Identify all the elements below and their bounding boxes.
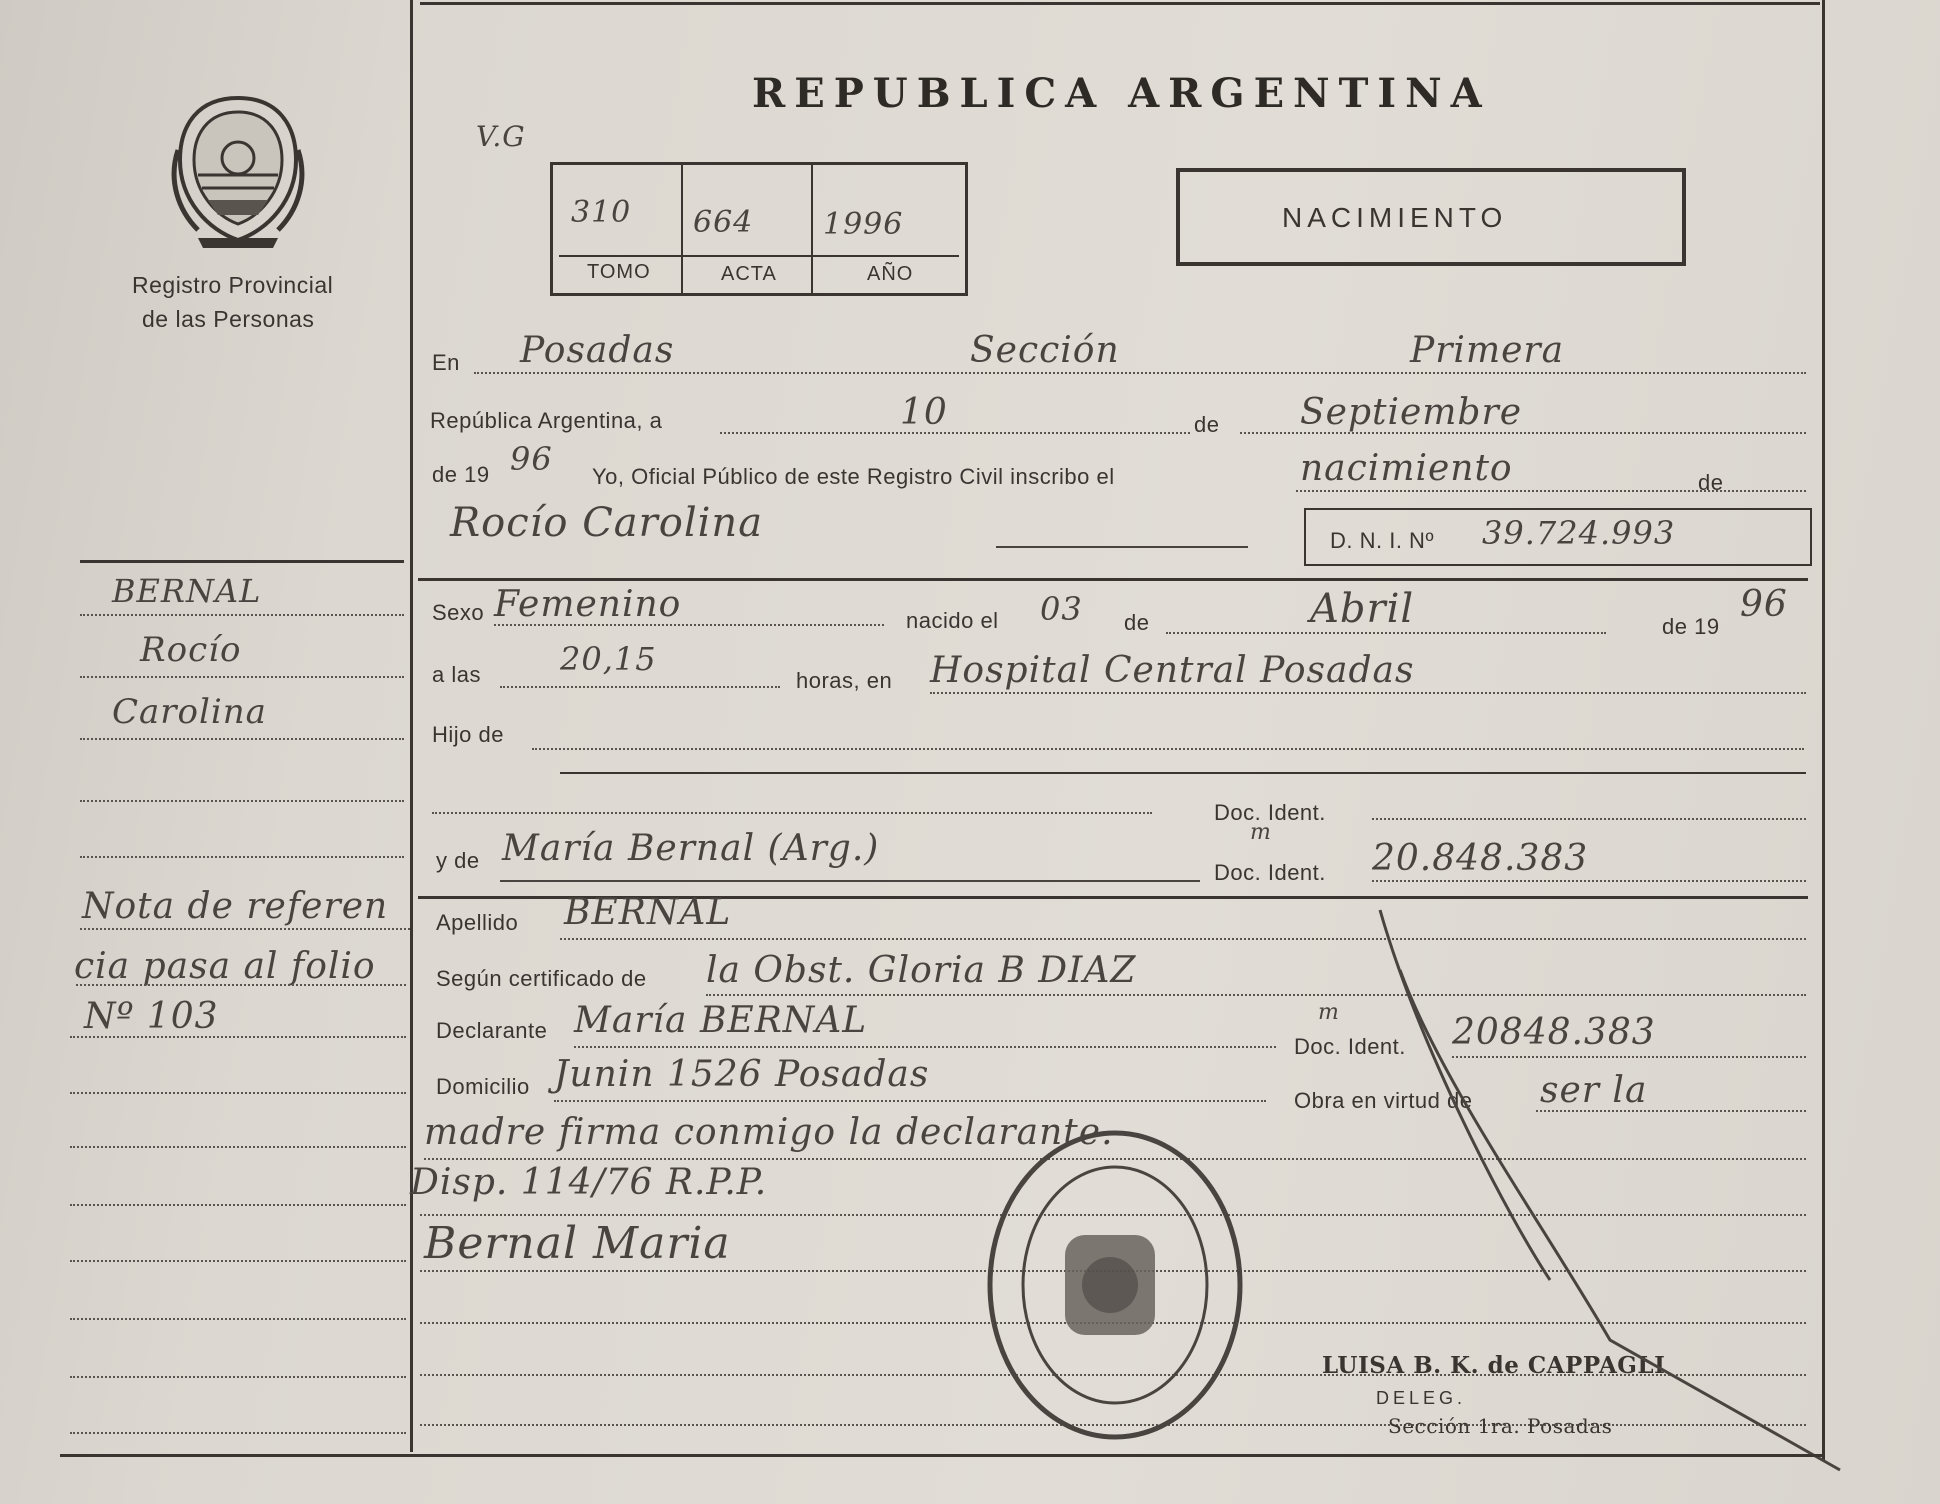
month-value: Septiembre [1300,392,1522,433]
birth-day-value: 03 [1040,590,1083,628]
margin-given-1: Rocío [140,630,242,670]
hijo-label: Hijo de [432,722,504,747]
child-name: Rocío Carolina [450,500,764,546]
margin-line-2 [80,676,404,678]
year-prefix: de 19 [432,462,490,487]
margin-line-8 [70,1036,406,1038]
day-value: 10 [900,392,948,433]
mother-doc-label: Doc. Ident. [1214,860,1326,885]
registry-name-line1: Registro Provincial [132,272,334,298]
margin-line-10 [70,1146,406,1148]
en-label: En [432,350,460,375]
mother-underline [500,880,1200,882]
segun-label: Según certificado de [436,966,647,991]
section-value: Primera [1410,330,1565,371]
note-line-2: Disp. 114/76 R.P.P. [410,1162,768,1203]
provincial-crest-icon [168,90,308,250]
margin-line-12 [70,1260,406,1262]
margin-surname: BERNAL [112,572,262,610]
obra-label: Obra en virtud de [1294,1088,1473,1113]
clerk-initials: V.G [476,120,526,153]
anio-label: AÑO [867,263,914,285]
margin-ref-line-1: Nota de referen [82,886,389,927]
anio-value: 1996 [823,207,904,242]
oficial-label: Yo, Oficial Público de este Registro Civil inscribo el [592,464,1115,489]
document-title: REPUBLICA ARGENTINA [752,70,1491,117]
dni-label: D. N. I. Nº [1330,528,1434,553]
birth-year-suffix: 96 [1740,584,1788,625]
line-mother-doc [1372,880,1806,882]
top-border [420,2,1820,5]
cancel-stroke-icon [1360,900,1860,1480]
place-value: Hospital Central Posadas [930,650,1415,691]
domicilio-label: Domicilio [436,1074,530,1099]
birth-month-value: Abril [1310,586,1415,632]
y-de-label: y de [436,848,480,873]
de-label: de [1194,412,1220,437]
declarant-signature: Bernal Maria [424,1218,731,1269]
tomo-value: 310 [571,195,632,230]
mother-doc-mark: m [1250,820,1272,845]
line-hour [500,686,780,688]
line-hijo [532,748,1804,750]
line-father [432,812,1152,814]
line-father-doc [1372,818,1806,820]
apellido-value: BERNAL [564,892,732,933]
margin-line-3 [80,738,404,740]
sexo-value: Femenino [494,584,682,625]
line-event [1296,490,1806,492]
line-sexo [494,624,884,626]
declarante-doc-label: Doc. Ident. [1294,1034,1406,1059]
acta-label: ACTA [721,263,777,285]
margin-line-13 [70,1318,406,1320]
margin-line-4 [80,800,404,802]
official-seal-icon [980,1120,1250,1450]
declarante-value: María BERNAL [574,1000,868,1041]
margin-line-14 [70,1376,406,1378]
mother-doc-value: 20.848.383 [1372,838,1589,879]
margin-line-9 [70,1092,406,1094]
sexo-label: Sexo [432,600,485,625]
note-line-1: madre firma conmigo la declarante. [424,1112,1114,1153]
document-type-label: NACIMIENTO [1282,202,1508,233]
hour-value: 20,15 [560,640,657,678]
year-suffix: 96 [510,440,553,478]
officer-role: DELEG. [1376,1388,1467,1408]
father-doc-label: Doc. Ident. [1214,800,1326,825]
margin-given-2: Carolina [112,692,267,732]
line-declarante [574,1046,1276,1048]
line-birth-month [1166,632,1606,634]
republica-label: República Argentina, a [430,408,663,433]
dni-box [1304,508,1812,566]
nacido-label: nacido el [906,608,999,633]
margin-line-15 [70,1432,406,1434]
horas-label: horas, en [796,668,893,693]
acta-value: 664 [693,205,754,240]
margin-ref-line-2: cia pasa al folio [74,946,376,987]
document-type-box [1176,168,1686,266]
margin-line-6 [80,928,410,930]
line-hijo-2 [560,772,1806,774]
margin-line-11 [70,1204,406,1206]
birth-year-prefix: de 19 [1662,614,1720,639]
event-value: nacimiento [1300,448,1513,489]
officer-section: Sección 1ra. Posadas [1388,1414,1613,1438]
dni-value: 39.724.993 [1482,514,1676,552]
a-las-label: a las [432,662,481,687]
registry-name-line2: de las Personas [142,306,315,332]
line-en [474,372,1806,374]
line-place [930,692,1806,694]
separator-1 [418,578,1808,581]
margin-line-7 [76,984,406,986]
certificado-value: la Obst. Gloria B DIAZ [706,950,1137,991]
de-label-2: de [1698,470,1724,495]
margin-top-rule [80,560,404,563]
margin-line-1 [80,614,404,616]
declarante-doc-mark: m [1318,1000,1340,1025]
name-underline [996,546,1248,548]
de-label-3: de [1124,610,1150,635]
mother-value: María Bernal (Arg.) [502,828,880,869]
domicilio-value: Junin 1526 Posadas [554,1054,930,1095]
left-margin-rule [410,0,413,1452]
tomo-label: TOMO [587,261,651,283]
margin-ref-line-3: Nº 103 [84,996,219,1037]
declarante-doc-value: 20848.383 [1452,1012,1656,1053]
officer-name: LUISA B. K. de CAPPAGLI [1322,1352,1666,1379]
apellido-label: Apellido [436,910,519,935]
margin-line-5 [80,856,404,858]
city-value: Posadas [520,330,675,371]
declarante-label: Declarante [436,1018,548,1043]
line-day [720,432,1190,434]
bottom-rule [60,1454,1822,1457]
line-domicilio [554,1100,1266,1102]
record-number-box [550,162,968,296]
section-word: Sección [970,330,1120,371]
obra-value: ser la [1540,1070,1648,1111]
